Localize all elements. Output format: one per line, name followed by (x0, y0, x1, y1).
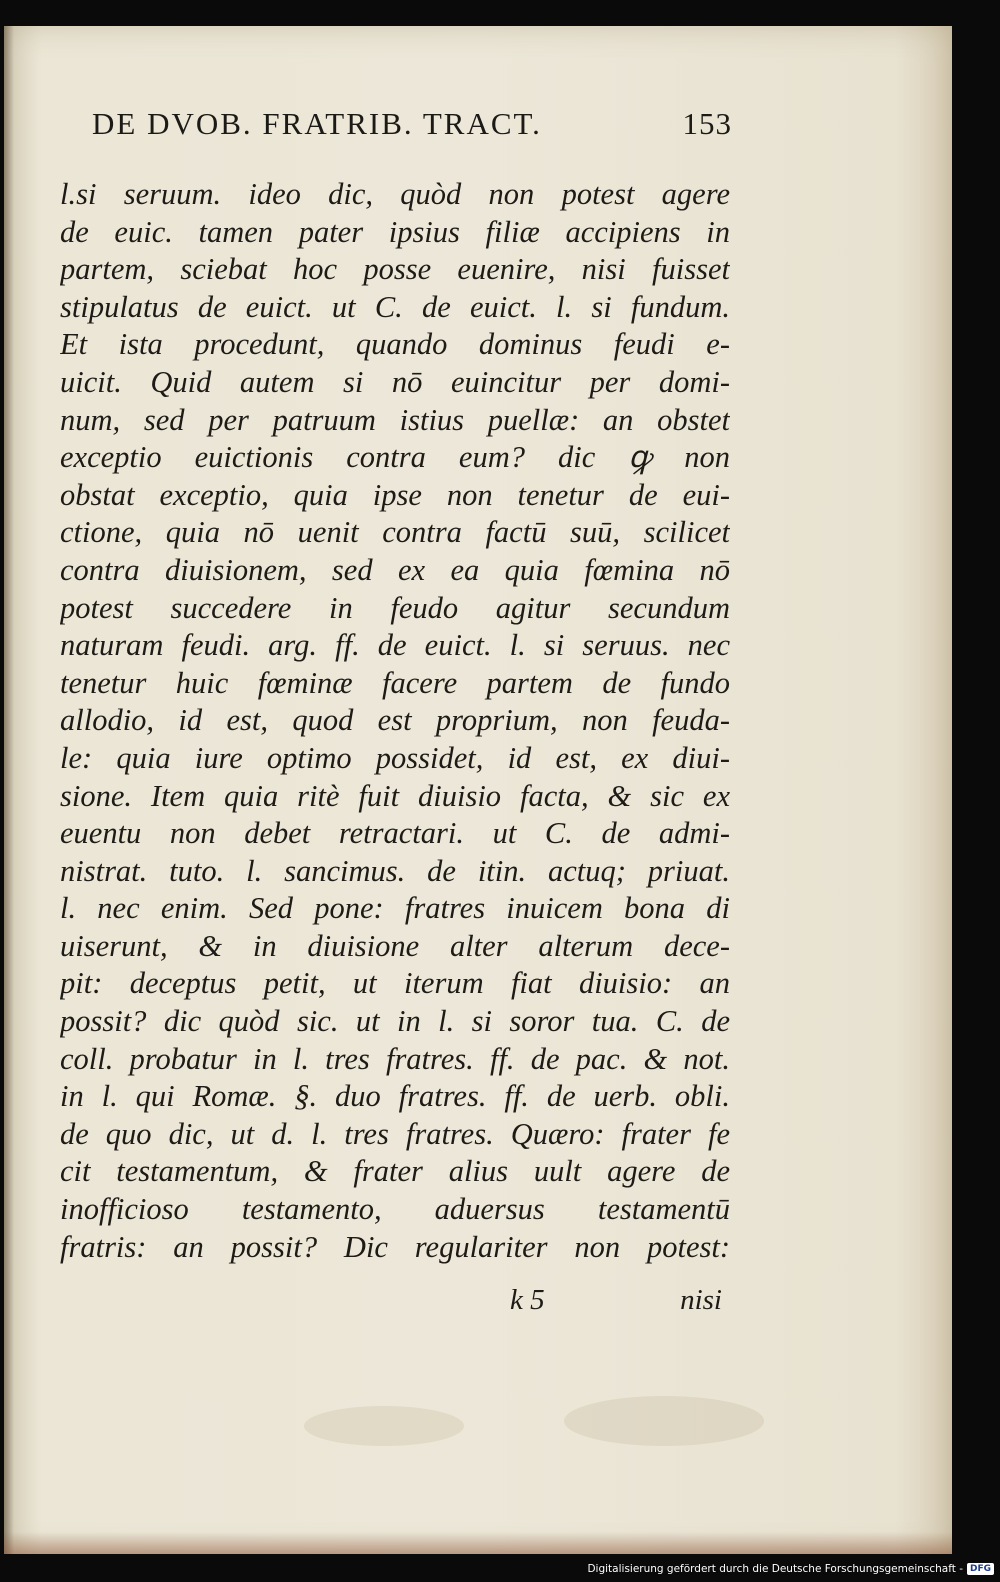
text-line: partem, sciebat hoc posse euenire, nisi fuisset (60, 252, 730, 287)
text-line: le: quia iure optimo possidet, id est, ex diui- (60, 740, 730, 775)
text-line: cit testamentum, & frater alius uult agere de (60, 1154, 730, 1189)
spine-shadow (4, 26, 14, 1554)
text-line: in l. qui Romæ. §. duo fratres. ff. de uerb. obli. (60, 1079, 730, 1114)
text-line: contra diuisionem, sed ex ea quia fœmina nō (60, 552, 730, 587)
text-line: sione. Item quia ritè fuit diuisio facta, & sic ex (60, 778, 730, 813)
text-line: stipulatus de euict. ut C. de euict. l. si fundum. (60, 289, 730, 324)
signature-mark: k 5 (510, 1284, 545, 1316)
text-line: potest succedere in feudo agitur secundum (60, 590, 730, 625)
dfg-logo: DFG (967, 1563, 994, 1575)
text-line: euentu non debet retractari. ut C. de admi- (60, 816, 730, 851)
signature-line (504, 1284, 722, 1324)
text-line: exceptio euictionis contra eum? dic ꝙ non (60, 440, 730, 475)
text-line: num, sed per patruum istius puellæ: an obstet (60, 402, 730, 437)
text-line: l. nec enim. Sed pone: fratres inuicem bona di (60, 891, 730, 926)
text-line: uiserunt, & in diuisione alter alterum dece- (60, 928, 730, 963)
text-line: allodio, id est, quod est proprium, non feuda- (60, 703, 730, 738)
paper-stain (304, 1406, 464, 1446)
text-line: uicit. Quid autem si nō euincitur per domi- (60, 364, 730, 399)
main-text-block (60, 176, 730, 1266)
digitization-credit (587, 1560, 994, 1578)
text-line: inofficioso testamento, aduersus testamentū (60, 1192, 730, 1227)
text-line: Et ista procedunt, quando dominus feudi e- (60, 327, 730, 362)
text-line: obstat exceptio, quia ipse non tenetur de eui- (60, 477, 730, 512)
text-line: pit: deceptus petit, ut iterum fiat diuisio: an (60, 966, 730, 1001)
text-line: de quo dic, ut d. l. tres fratres. Quæro: frater fe (60, 1116, 730, 1151)
credit-text: Digitalisierung gefördert durch die Deutsche Forschungsgemeinschaft - (587, 1563, 963, 1575)
text-line: naturam feudi. arg. ff. de euict. l. si seruus. nec (60, 628, 730, 663)
text-line: nistrat. tuto. l. sancimus. de itin. actuq; priuat. (60, 853, 730, 888)
text-line: ctione, quia nō uenit contra factū suū, scilicet (60, 515, 730, 550)
text-line: de euic. tamen pater ipsius filiæ accipiens in (60, 214, 730, 249)
text-line: fratris: an possit? Dic regulariter non potest: (60, 1229, 730, 1264)
text-line: tenetur huic fœminæ facere partem de fundo (60, 665, 730, 700)
page-number: 153 (682, 106, 732, 141)
paper-stain (564, 1396, 764, 1446)
text-line: l.si seruum. ideo dic, quòd non potest agere (60, 177, 730, 211)
book-page (4, 26, 952, 1554)
text-line: coll. probatur in l. tres fratres. ff. de pac. & not. (60, 1041, 730, 1076)
text-line: possit? dic quòd sic. ut in l. si soror tua. C. de (60, 1004, 730, 1039)
running-head (92, 106, 732, 150)
catchword: nisi (680, 1284, 722, 1316)
running-head-title: DE DVOB. FRATRIB. TRACT. (92, 106, 542, 141)
